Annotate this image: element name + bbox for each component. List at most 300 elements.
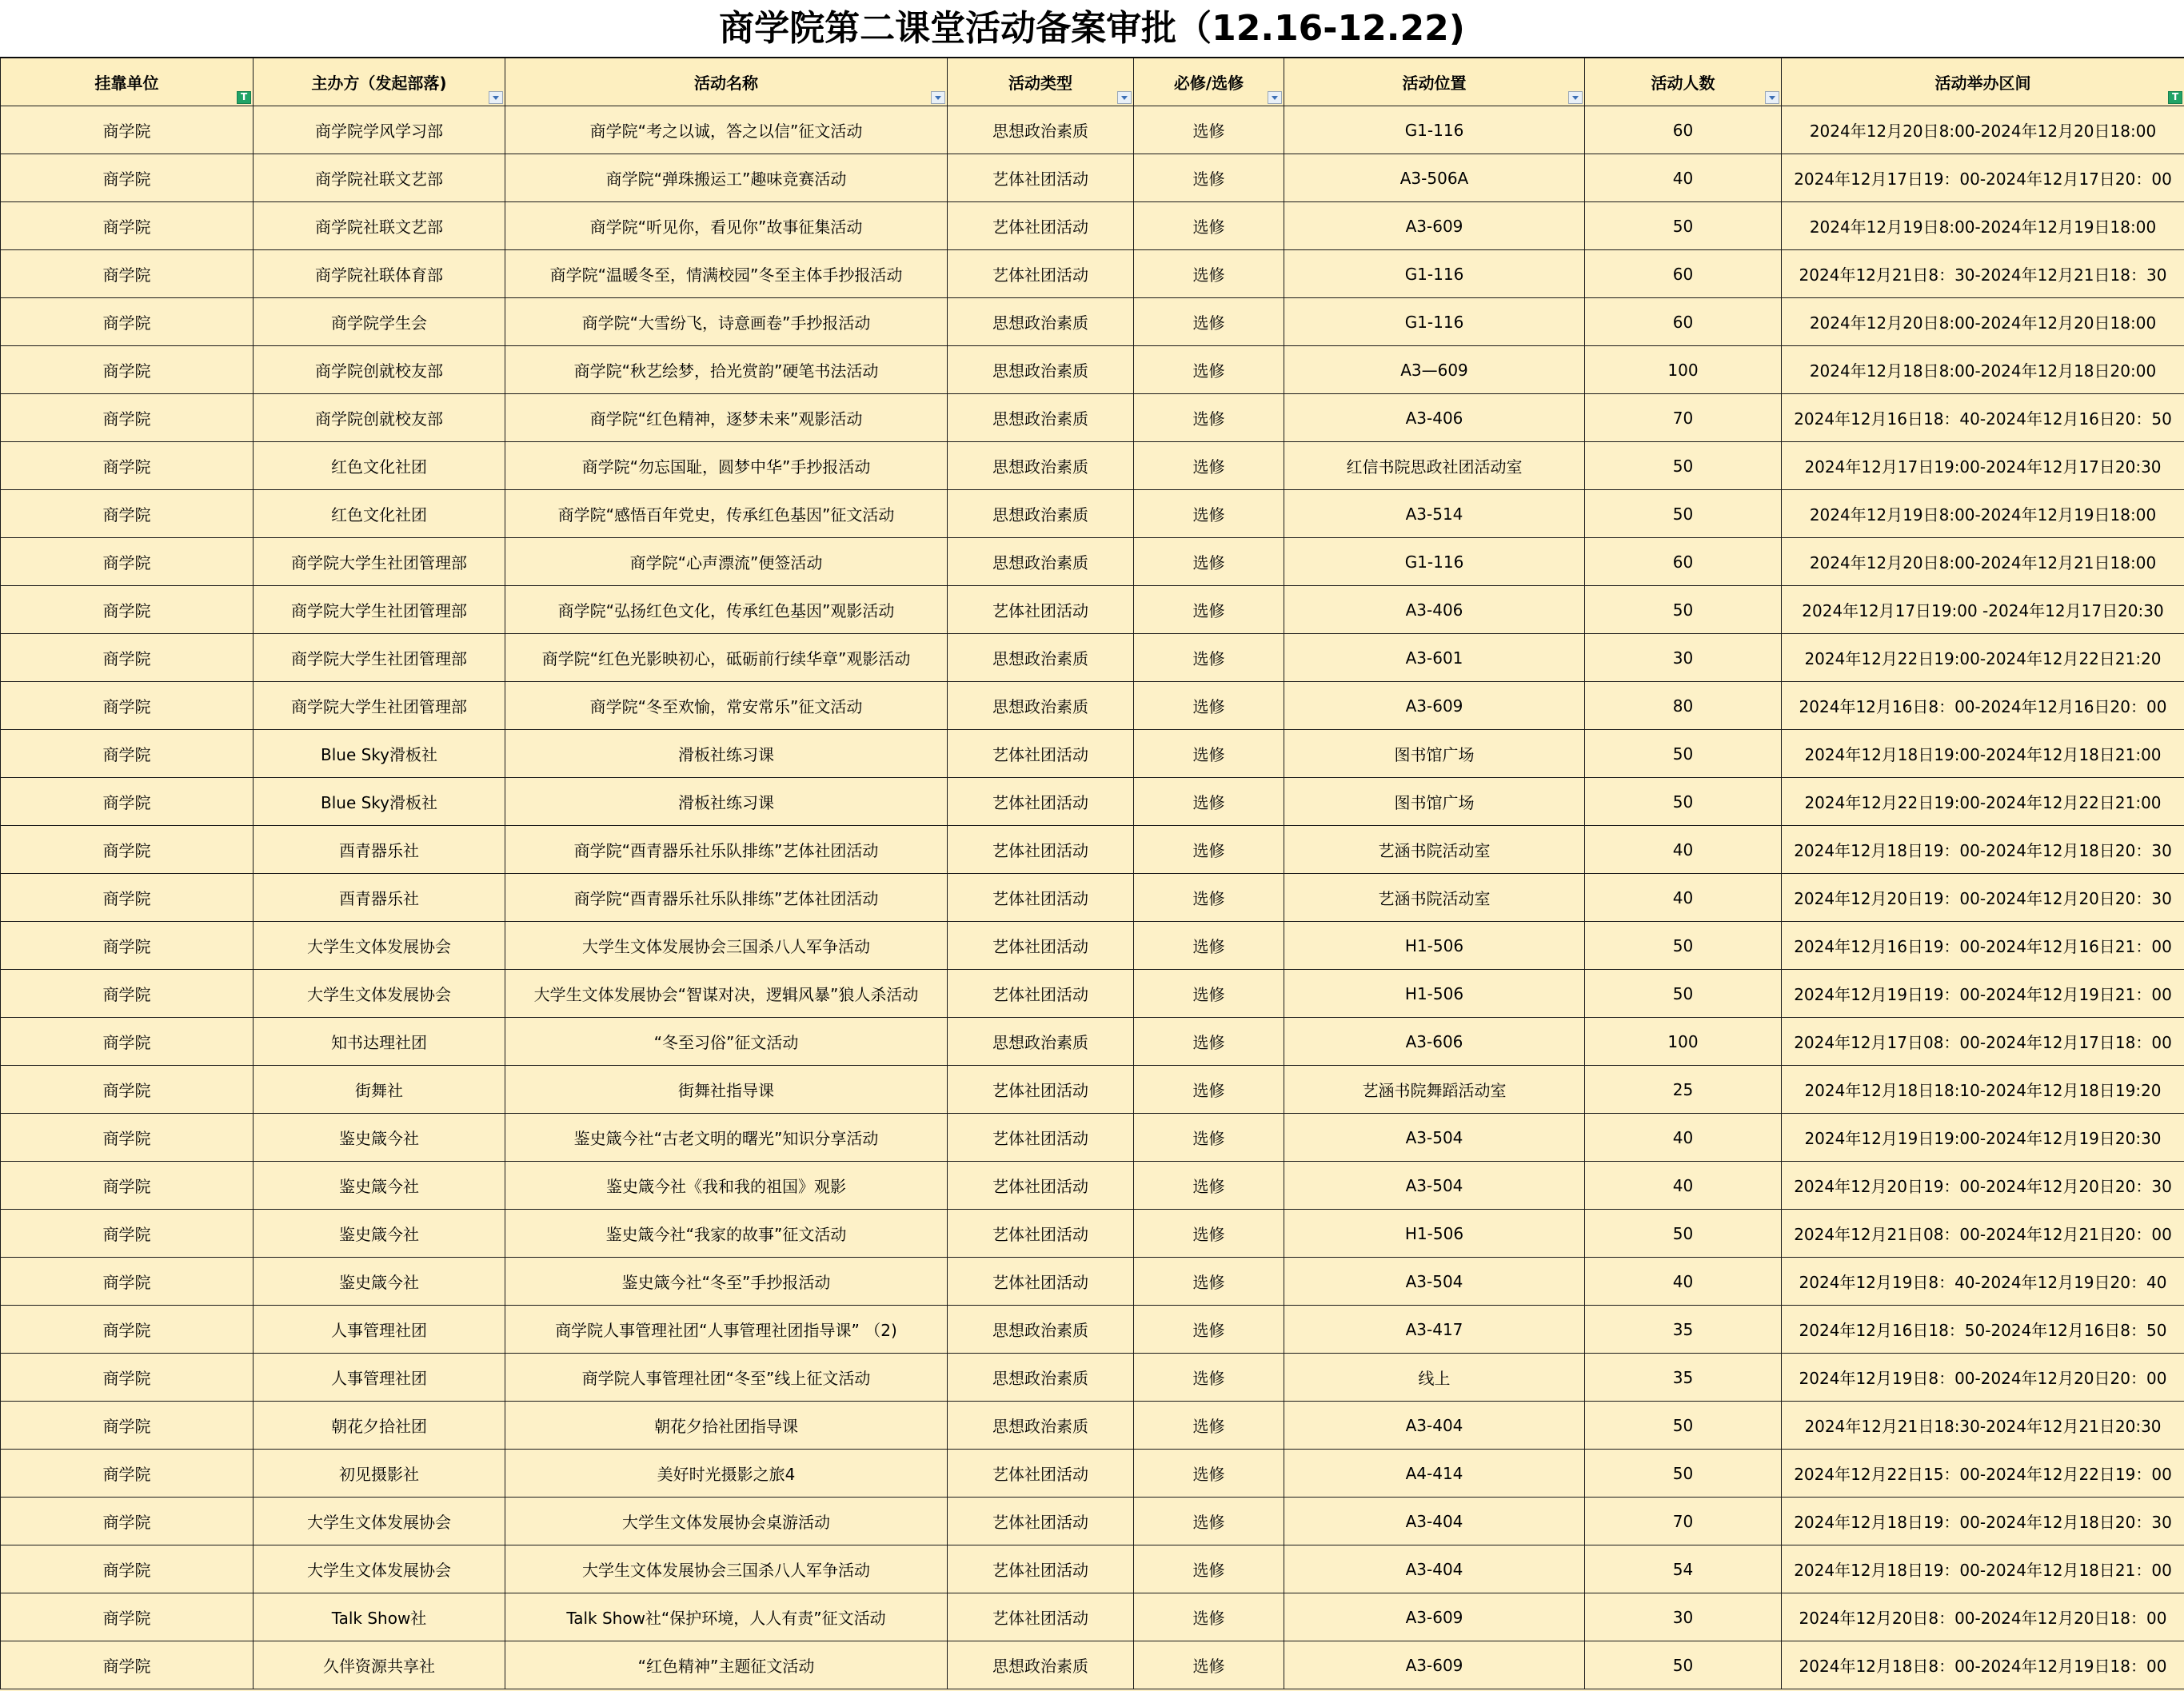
cell-required[interactable]: 选修 [1134, 1066, 1284, 1114]
cell-activity-name[interactable]: 大学生文体发展协会三国杀八人军争活动 [505, 922, 948, 970]
cell-location[interactable]: 图书馆广场 [1284, 730, 1585, 778]
cell-required[interactable]: 选修 [1134, 298, 1284, 346]
cell-activity-type[interactable]: 艺体社团活动 [948, 1593, 1134, 1641]
cell-required[interactable]: 选修 [1134, 442, 1284, 490]
cell-activity-name[interactable]: 滑板社练习课 [505, 778, 948, 826]
cell-unit[interactable]: 商学院 [1, 394, 254, 442]
cell-organizer[interactable]: 鉴史箴今社 [254, 1258, 505, 1306]
cell-unit[interactable]: 商学院 [1, 442, 254, 490]
cell-organizer[interactable]: 人事管理社团 [254, 1354, 505, 1402]
cell-activity-type[interactable]: 思想政治素质 [948, 394, 1134, 442]
cell-activity-name[interactable]: “红色精神”主题征文活动 [505, 1641, 948, 1689]
cell-location[interactable]: A3-504 [1284, 1114, 1585, 1162]
table-row [1, 154, 2184, 202]
cell-location[interactable]: A3-504 [1284, 1162, 1585, 1210]
table-row [1, 394, 2184, 442]
col-header-unit[interactable]: 挂靠单位 T [1, 58, 254, 106]
cell-required[interactable]: 选修 [1134, 538, 1284, 586]
cell-unit[interactable]: 商学院 [1, 874, 254, 922]
cell-unit[interactable]: 商学院 [1, 1498, 254, 1545]
table-row [1, 1018, 2184, 1066]
cell-organizer[interactable]: 街舞社 [254, 1066, 505, 1114]
col-header-location[interactable]: 活动位置 [1284, 58, 1585, 106]
cell-activity-name[interactable]: 大学生文体发展协会桌游活动 [505, 1498, 948, 1545]
cell-time-range[interactable]: 2024年12月16日19：00-2024年12月16日21：00 [1782, 922, 2184, 970]
cell-participants[interactable]: 50 [1585, 490, 1782, 538]
cell-required[interactable]: 选修 [1134, 1498, 1284, 1545]
cell-required[interactable]: 选修 [1134, 394, 1284, 442]
cell-time-range[interactable]: 2024年12月20日8:00-2024年12月21日18:00 [1782, 538, 2184, 586]
cell-time-range[interactable]: 2024年12月21日08：00-2024年12月21日20：00 [1782, 1210, 2184, 1258]
cell-unit[interactable]: 商学院 [1, 970, 254, 1018]
cell-time-range[interactable]: 2024年12月19日8：40-2024年12月19日20：40 [1782, 1258, 2184, 1306]
cell-unit[interactable]: 商学院 [1, 1066, 254, 1114]
cell-time-range[interactable]: 2024年12月18日19:00-2024年12月18日21:00 [1782, 730, 2184, 778]
filter-dropdown-icon[interactable] [489, 91, 503, 104]
filter-dropdown-icon[interactable] [1765, 91, 1779, 104]
cell-time-range[interactable]: 2024年12月16日18：50-2024年12月16日8：50 [1782, 1306, 2184, 1354]
cell-participants[interactable]: 40 [1585, 1162, 1782, 1210]
cell-activity-name[interactable]: 商学院“温暖冬至，情满校园”冬至主体手抄报活动 [505, 250, 948, 298]
cell-location[interactable]: G1-116 [1284, 250, 1585, 298]
cell-activity-name[interactable]: 商学院“秋艺绘梦，拾光赏韵”硬笔书法活动 [505, 346, 948, 394]
cell-organizer[interactable]: 商学院大学生社团管理部 [254, 682, 505, 730]
cell-time-range[interactable]: 2024年12月21日8：30-2024年12月21日18：30 [1782, 250, 2184, 298]
cell-unit[interactable]: 商学院 [1, 1258, 254, 1306]
cell-location[interactable]: 线上 [1284, 1354, 1585, 1402]
cell-organizer[interactable]: 大学生文体发展协会 [254, 970, 505, 1018]
cell-organizer[interactable]: 商学院创就校友部 [254, 346, 505, 394]
cell-time-range[interactable]: 2024年12月20日8:00-2024年12月20日18:00 [1782, 298, 2184, 346]
cell-activity-name[interactable]: 鉴史箴今社“古老文明的曙光”知识分享活动 [505, 1114, 948, 1162]
cell-activity-type[interactable]: 思想政治素质 [948, 298, 1134, 346]
cell-activity-type[interactable]: 思想政治素质 [948, 1402, 1134, 1450]
cell-unit[interactable]: 商学院 [1, 682, 254, 730]
cell-activity-type[interactable]: 艺体社团活动 [948, 730, 1134, 778]
cell-activity-name[interactable]: 商学院“弹珠搬运工”趣味竞赛活动 [505, 154, 948, 202]
cell-activity-type[interactable]: 思想政治素质 [948, 538, 1134, 586]
cell-location[interactable]: G1-116 [1284, 538, 1585, 586]
table-row [1, 778, 2184, 826]
cell-participants[interactable]: 60 [1585, 250, 1782, 298]
cell-unit[interactable]: 商学院 [1, 1402, 254, 1450]
table-row [1, 298, 2184, 346]
cell-unit[interactable]: 商学院 [1, 1018, 254, 1066]
cell-location[interactable]: A3-404 [1284, 1545, 1585, 1593]
cell-participants[interactable]: 35 [1585, 1354, 1782, 1402]
cell-unit[interactable]: 商学院 [1, 1545, 254, 1593]
cell-activity-type[interactable]: 艺体社团活动 [948, 250, 1134, 298]
cell-activity-type[interactable]: 艺体社团活动 [948, 1545, 1134, 1593]
cell-required[interactable]: 选修 [1134, 1114, 1284, 1162]
col-header-organizer[interactable]: 主办方（发起部落) [254, 58, 505, 106]
cell-organizer[interactable]: 鉴史箴今社 [254, 1114, 505, 1162]
cell-activity-type[interactable]: 艺体社团活动 [948, 1450, 1134, 1498]
filter-dropdown-icon[interactable] [1568, 91, 1583, 104]
col-header-participants[interactable]: 活动人数 [1585, 58, 1782, 106]
cell-location[interactable]: 艺涵书院活动室 [1284, 874, 1585, 922]
cell-location[interactable]: A3-404 [1284, 1498, 1585, 1545]
cell-participants[interactable]: 50 [1585, 586, 1782, 634]
cell-unit[interactable]: 商学院 [1, 346, 254, 394]
cell-organizer[interactable]: Blue Sky滑板社 [254, 778, 505, 826]
cell-time-range[interactable]: 2024年12月20日19：00-2024年12月20日20：30 [1782, 874, 2184, 922]
cell-unit[interactable]: 商学院 [1, 634, 254, 682]
cell-location[interactable]: A3-609 [1284, 682, 1585, 730]
col-header-activity-type[interactable]: 活动类型 [948, 58, 1134, 106]
cell-activity-type[interactable]: 艺体社团活动 [948, 826, 1134, 874]
cell-activity-name[interactable]: 商学院“感悟百年党史，传承红色基因”征文活动 [505, 490, 948, 538]
cell-participants[interactable]: 54 [1585, 1545, 1782, 1593]
cell-activity-type[interactable]: 思想政治素质 [948, 106, 1134, 154]
cell-location[interactable]: A3-601 [1284, 634, 1585, 682]
cell-unit[interactable]: 商学院 [1, 1162, 254, 1210]
table-row [1, 538, 2184, 586]
cell-participants[interactable]: 70 [1585, 1498, 1782, 1545]
cell-time-range[interactable]: 2024年12月21日18:30-2024年12月21日20:30 [1782, 1402, 2184, 1450]
table-row [1, 1114, 2184, 1162]
cell-required[interactable]: 选修 [1134, 826, 1284, 874]
cell-unit[interactable]: 商学院 [1, 1210, 254, 1258]
cell-time-range[interactable]: 2024年12月18日8:00-2024年12月18日20:00 [1782, 346, 2184, 394]
cell-activity-type[interactable]: 思想政治素质 [948, 490, 1134, 538]
cell-location[interactable]: A3-609 [1284, 1641, 1585, 1689]
cell-activity-type[interactable]: 思想政治素质 [948, 1306, 1134, 1354]
table-row [1, 1162, 2184, 1210]
cell-organizer[interactable]: 商学院学风学习部 [254, 106, 505, 154]
filter-active-icon[interactable] [237, 91, 251, 104]
cell-time-range[interactable]: 2024年12月19日19:00-2024年12月19日20:30 [1782, 1114, 2184, 1162]
cell-participants[interactable]: 60 [1585, 298, 1782, 346]
cell-time-range[interactable]: 2024年12月20日8：00-2024年12月20日18：00 [1782, 1593, 2184, 1641]
cell-location[interactable]: A3-404 [1284, 1402, 1585, 1450]
cell-participants[interactable]: 80 [1585, 682, 1782, 730]
cell-activity-type[interactable]: 艺体社团活动 [948, 778, 1134, 826]
cell-location[interactable]: A3-506A [1284, 154, 1585, 202]
cell-required[interactable]: 选修 [1134, 922, 1284, 970]
cell-activity-name[interactable]: 鉴史箴今社《我和我的祖国》观影 [505, 1162, 948, 1210]
cell-unit[interactable]: 商学院 [1, 1593, 254, 1641]
cell-required[interactable]: 选修 [1134, 586, 1284, 634]
cell-location[interactable]: A3-417 [1284, 1306, 1585, 1354]
cell-unit[interactable]: 商学院 [1, 106, 254, 154]
col-header-required[interactable]: 必修/选修 [1134, 58, 1284, 106]
cell-unit[interactable]: 商学院 [1, 250, 254, 298]
cell-activity-type[interactable]: 思想政治素质 [948, 1641, 1134, 1689]
cell-organizer[interactable]: 酉青器乐社 [254, 874, 505, 922]
cell-activity-type[interactable]: 艺体社团活动 [948, 1162, 1134, 1210]
cell-required[interactable]: 选修 [1134, 1593, 1284, 1641]
cell-time-range[interactable]: 2024年12月22日15：00-2024年12月22日19：00 [1782, 1450, 2184, 1498]
cell-activity-type[interactable]: 艺体社团活动 [948, 970, 1134, 1018]
cell-activity-name[interactable]: 商学院“酉青器乐社乐队排练”艺体社团活动 [505, 826, 948, 874]
cell-organizer[interactable]: 红色文化社团 [254, 490, 505, 538]
cell-participants[interactable]: 50 [1585, 778, 1782, 826]
cell-time-range[interactable]: 2024年12月19日8:00-2024年12月19日18:00 [1782, 490, 2184, 538]
cell-activity-type[interactable]: 思想政治素质 [948, 682, 1134, 730]
cell-required[interactable]: 选修 [1134, 1402, 1284, 1450]
filter-dropdown-icon[interactable] [1117, 91, 1132, 104]
cell-activity-type[interactable]: 思想政治素质 [948, 346, 1134, 394]
cell-location[interactable]: A3-406 [1284, 586, 1585, 634]
cell-time-range[interactable]: 2024年12月17日19:00 -2024年12月17日20:30 [1782, 586, 2184, 634]
cell-location[interactable]: A3-514 [1284, 490, 1585, 538]
cell-activity-type[interactable]: 思想政治素质 [948, 442, 1134, 490]
cell-organizer[interactable]: Talk Show社 [254, 1593, 505, 1641]
cell-required[interactable]: 选修 [1134, 778, 1284, 826]
cell-activity-name[interactable]: 鉴史箴今社“我家的故事”征文活动 [505, 1210, 948, 1258]
cell-organizer[interactable]: Blue Sky滑板社 [254, 730, 505, 778]
cell-participants[interactable]: 50 [1585, 202, 1782, 250]
cell-activity-name[interactable]: Talk Show社“保护环境，人人有责”征文活动 [505, 1593, 948, 1641]
filter-dropdown-icon[interactable] [931, 91, 945, 104]
cell-required[interactable]: 选修 [1134, 490, 1284, 538]
cell-time-range[interactable]: 2024年12月18日19：00-2024年12月18日21：00 [1782, 1545, 2184, 1593]
cell-activity-name[interactable]: 商学院“心声漂流”便签活动 [505, 538, 948, 586]
table-row [1, 442, 2184, 490]
table-row [1, 634, 2184, 682]
cell-organizer[interactable]: 大学生文体发展协会 [254, 922, 505, 970]
cell-location[interactable]: A3-504 [1284, 1258, 1585, 1306]
cell-organizer[interactable]: 商学院创就校友部 [254, 394, 505, 442]
cell-required[interactable]: 选修 [1134, 106, 1284, 154]
cell-participants[interactable]: 50 [1585, 1402, 1782, 1450]
cell-activity-type[interactable]: 艺体社团活动 [948, 1114, 1134, 1162]
cell-unit[interactable]: 商学院 [1, 586, 254, 634]
cell-location[interactable]: A3-609 [1284, 1593, 1585, 1641]
cell-location[interactable]: G1-116 [1284, 298, 1585, 346]
cell-unit[interactable]: 商学院 [1, 202, 254, 250]
cell-participants[interactable]: 40 [1585, 826, 1782, 874]
cell-participants[interactable]: 60 [1585, 538, 1782, 586]
cell-activity-type[interactable]: 艺体社团活动 [948, 1498, 1134, 1545]
cell-activity-type[interactable]: 艺体社团活动 [948, 1258, 1134, 1306]
cell-unit[interactable]: 商学院 [1, 1306, 254, 1354]
cell-organizer[interactable]: 红色文化社团 [254, 442, 505, 490]
cell-time-range[interactable]: 2024年12月18日19：00-2024年12月18日20：30 [1782, 1498, 2184, 1545]
cell-organizer[interactable]: 商学院社联体育部 [254, 250, 505, 298]
table-row [1, 490, 2184, 538]
cell-required[interactable]: 选修 [1134, 1545, 1284, 1593]
cell-organizer[interactable]: 久伴资源共享社 [254, 1641, 505, 1689]
table-row [1, 586, 2184, 634]
cell-participants[interactable]: 100 [1585, 1018, 1782, 1066]
filter-dropdown-icon[interactable] [1268, 91, 1282, 104]
cell-required[interactable]: 选修 [1134, 634, 1284, 682]
cell-participants[interactable]: 50 [1585, 730, 1782, 778]
cell-required[interactable]: 选修 [1134, 1354, 1284, 1402]
table-row [1, 1258, 2184, 1306]
cell-participants[interactable]: 50 [1585, 970, 1782, 1018]
cell-required[interactable]: 选修 [1134, 1258, 1284, 1306]
cell-time-range[interactable]: 2024年12月19日8:00-2024年12月19日18:00 [1782, 202, 2184, 250]
cell-required[interactable]: 选修 [1134, 202, 1284, 250]
cell-participants[interactable]: 25 [1585, 1066, 1782, 1114]
table-row [1, 922, 2184, 970]
cell-activity-name[interactable]: 商学院“大雪纷飞，诗意画卷”手抄报活动 [505, 298, 948, 346]
cell-time-range[interactable]: 2024年12月19日19：00-2024年12月19日21：00 [1782, 970, 2184, 1018]
cell-required[interactable]: 选修 [1134, 682, 1284, 730]
cell-activity-name[interactable]: 美好时光摄影之旅4 [505, 1450, 948, 1498]
cell-participants[interactable]: 70 [1585, 394, 1782, 442]
cell-location[interactable]: A4-414 [1284, 1450, 1585, 1498]
cell-participants[interactable]: 40 [1585, 1114, 1782, 1162]
cell-required[interactable]: 选修 [1134, 1450, 1284, 1498]
cell-participants[interactable]: 50 [1585, 1450, 1782, 1498]
cell-participants[interactable]: 50 [1585, 442, 1782, 490]
cell-activity-type[interactable]: 艺体社团活动 [948, 154, 1134, 202]
cell-required[interactable]: 选修 [1134, 1210, 1284, 1258]
cell-time-range[interactable]: 2024年12月18日19：00-2024年12月18日20：30 [1782, 826, 2184, 874]
cell-activity-type[interactable]: 思想政治素质 [948, 1354, 1134, 1402]
cell-location[interactable]: A3-609 [1284, 202, 1585, 250]
cell-activity-type[interactable]: 艺体社团活动 [948, 922, 1134, 970]
cell-time-range[interactable]: 2024年12月18日8：00-2024年12月19日18：00 [1782, 1641, 2184, 1689]
cell-activity-type[interactable]: 艺体社团活动 [948, 202, 1134, 250]
cell-activity-name[interactable]: 朝花夕拾社团指导课 [505, 1402, 948, 1450]
cell-unit[interactable]: 商学院 [1, 1114, 254, 1162]
cell-activity-name[interactable]: 商学院“听见你，看见你”故事征集活动 [505, 202, 948, 250]
cell-activity-type[interactable]: 思想政治素质 [948, 634, 1134, 682]
cell-organizer[interactable]: 商学院大学生社团管理部 [254, 634, 505, 682]
cell-required[interactable]: 选修 [1134, 970, 1284, 1018]
cell-unit[interactable]: 商学院 [1, 298, 254, 346]
cell-required[interactable]: 选修 [1134, 1162, 1284, 1210]
cell-required[interactable]: 选修 [1134, 1306, 1284, 1354]
cell-activity-type[interactable]: 思想政治素质 [948, 1018, 1134, 1066]
cell-participants[interactable]: 30 [1585, 634, 1782, 682]
cell-time-range[interactable]: 2024年12月20日8:00-2024年12月20日18:00 [1782, 106, 2184, 154]
cell-location[interactable]: A3-606 [1284, 1018, 1585, 1066]
cell-activity-name[interactable]: 商学院“红色精神，逐梦未来”观影活动 [505, 394, 948, 442]
cell-activity-name[interactable]: “冬至习俗”征文活动 [505, 1018, 948, 1066]
cell-location[interactable]: 图书馆广场 [1284, 778, 1585, 826]
cell-organizer[interactable]: 商学院大学生社团管理部 [254, 538, 505, 586]
cell-time-range[interactable]: 2024年12月17日19：00-2024年12月17日20：00 [1782, 154, 2184, 202]
cell-organizer[interactable]: 商学院大学生社团管理部 [254, 586, 505, 634]
cell-location[interactable]: 红信书院思政社团活动室 [1284, 442, 1585, 490]
cell-organizer[interactable]: 大学生文体发展协会 [254, 1545, 505, 1593]
cell-required[interactable]: 选修 [1134, 874, 1284, 922]
cell-activity-type[interactable]: 艺体社团活动 [948, 1066, 1134, 1114]
cell-time-range[interactable]: 2024年12月20日19：00-2024年12月20日20：30 [1782, 1162, 2184, 1210]
cell-organizer[interactable]: 初见摄影社 [254, 1450, 505, 1498]
cell-organizer[interactable]: 商学院社联文艺部 [254, 202, 505, 250]
cell-unit[interactable]: 商学院 [1, 730, 254, 778]
cell-required[interactable]: 选修 [1134, 1641, 1284, 1689]
cell-organizer[interactable]: 朝花夕拾社团 [254, 1402, 505, 1450]
cell-organizer[interactable]: 鉴史箴今社 [254, 1162, 505, 1210]
cell-activity-name[interactable]: 商学院“弘扬红色文化，传承红色基因”观影活动 [505, 586, 948, 634]
cell-activity-type[interactable]: 艺体社团活动 [948, 874, 1134, 922]
cell-participants[interactable]: 40 [1585, 1258, 1782, 1306]
cell-participants[interactable]: 50 [1585, 1641, 1782, 1689]
cell-activity-type[interactable]: 艺体社团活动 [948, 1210, 1134, 1258]
col-header-time-range[interactable]: 活动举办区间 T [1782, 58, 2184, 106]
cell-participants[interactable]: 40 [1585, 874, 1782, 922]
cell-unit[interactable]: 商学院 [1, 1450, 254, 1498]
cell-unit[interactable]: 商学院 [1, 922, 254, 970]
cell-unit[interactable]: 商学院 [1, 154, 254, 202]
cell-activity-name[interactable]: 大学生文体发展协会三国杀八人军争活动 [505, 1545, 948, 1593]
cell-activity-name[interactable]: 商学院“勿忘国耻，圆梦中华”手抄报活动 [505, 442, 948, 490]
cell-activity-name[interactable]: 商学院人事管理社团“冬至”线上征文活动 [505, 1354, 948, 1402]
table-row [1, 1354, 2184, 1402]
cell-participants[interactable]: 50 [1585, 922, 1782, 970]
cell-location[interactable]: H1-506 [1284, 922, 1585, 970]
cell-time-range[interactable]: 2024年12月17日08：00-2024年12月17日18：00 [1782, 1018, 2184, 1066]
cell-unit[interactable]: 商学院 [1, 826, 254, 874]
cell-location[interactable]: 艺涵书院活动室 [1284, 826, 1585, 874]
cell-participants[interactable]: 50 [1585, 1210, 1782, 1258]
cell-organizer[interactable]: 商学院社联文艺部 [254, 154, 505, 202]
cell-unit[interactable]: 商学院 [1, 538, 254, 586]
cell-activity-name[interactable]: 大学生文体发展协会“智谋对决，逻辑风暴”狼人杀活动 [505, 970, 948, 1018]
cell-activity-name[interactable]: 商学院“红色光影映初心，砥砺前行续华章”观影活动 [505, 634, 948, 682]
cell-organizer[interactable]: 知书达理社团 [254, 1018, 505, 1066]
cell-time-range[interactable]: 2024年12月16日18：40-2024年12月16日20：50 [1782, 394, 2184, 442]
sheet-title: 商学院第二课堂活动备案审批（12.16-12.22) [0, 0, 2184, 58]
cell-time-range[interactable]: 2024年12月17日19:00-2024年12月17日20:30 [1782, 442, 2184, 490]
cell-time-range[interactable]: 2024年12月19日8：00-2024年12月20日20：00 [1782, 1354, 2184, 1402]
cell-participants[interactable]: 40 [1585, 154, 1782, 202]
cell-time-range[interactable]: 2024年12月16日8：00-2024年12月16日20：00 [1782, 682, 2184, 730]
cell-organizer[interactable]: 大学生文体发展协会 [254, 1498, 505, 1545]
cell-required[interactable]: 选修 [1134, 1018, 1284, 1066]
cell-location[interactable]: 艺涵书院舞蹈活动室 [1284, 1066, 1585, 1114]
table-row [1, 1593, 2184, 1641]
cell-required[interactable]: 选修 [1134, 346, 1284, 394]
cell-organizer[interactable]: 商学院学生会 [254, 298, 505, 346]
cell-activity-name[interactable]: 鉴史箴今社“冬至”手抄报活动 [505, 1258, 948, 1306]
cell-unit[interactable]: 商学院 [1, 490, 254, 538]
cell-location[interactable]: H1-506 [1284, 1210, 1585, 1258]
cell-participants[interactable]: 30 [1585, 1593, 1782, 1641]
cell-location[interactable]: G1-116 [1284, 106, 1585, 154]
cell-activity-name[interactable]: 商学院人事管理社团“人事管理社团指导课” （2) [505, 1306, 948, 1354]
col-header-activity-name[interactable]: 活动名称 [505, 58, 948, 106]
filter-active-icon[interactable] [2168, 91, 2182, 104]
table-row [1, 826, 2184, 874]
cell-time-range[interactable]: 2024年12月18日18:10-2024年12月18日19:20 [1782, 1066, 2184, 1114]
cell-time-range[interactable]: 2024年12月22日19:00-2024年12月22日21:00 [1782, 778, 2184, 826]
cell-activity-name[interactable]: 商学院“冬至欢愉，常安常乐”征文活动 [505, 682, 948, 730]
cell-activity-type[interactable]: 艺体社团活动 [948, 586, 1134, 634]
cell-required[interactable]: 选修 [1134, 250, 1284, 298]
cell-location[interactable]: A3-406 [1284, 394, 1585, 442]
cell-activity-name[interactable]: 商学院“考之以诚，答之以信”征文活动 [505, 106, 948, 154]
cell-participants[interactable]: 60 [1585, 106, 1782, 154]
cell-unit[interactable]: 商学院 [1, 1641, 254, 1689]
cell-required[interactable]: 选修 [1134, 730, 1284, 778]
cell-organizer[interactable]: 人事管理社团 [254, 1306, 505, 1354]
cell-unit[interactable]: 商学院 [1, 778, 254, 826]
cell-organizer[interactable]: 鉴史箴今社 [254, 1210, 505, 1258]
cell-time-range[interactable]: 2024年12月22日19:00-2024年12月22日21:20 [1782, 634, 2184, 682]
cell-location[interactable]: H1-506 [1284, 970, 1585, 1018]
table-row [1, 1306, 2184, 1354]
cell-activity-name[interactable]: 滑板社练习课 [505, 730, 948, 778]
cell-participants[interactable]: 35 [1585, 1306, 1782, 1354]
cell-organizer[interactable]: 酉青器乐社 [254, 826, 505, 874]
cell-required[interactable]: 选修 [1134, 154, 1284, 202]
cell-participants[interactable]: 100 [1585, 346, 1782, 394]
cell-activity-name[interactable]: 街舞社指导课 [505, 1066, 948, 1114]
table-row [1, 970, 2184, 1018]
cell-activity-name[interactable]: 商学院“酉青器乐社乐队排练”艺体社团活动 [505, 874, 948, 922]
cell-unit[interactable]: 商学院 [1, 1354, 254, 1402]
cell-location[interactable]: A3—609 [1284, 346, 1585, 394]
